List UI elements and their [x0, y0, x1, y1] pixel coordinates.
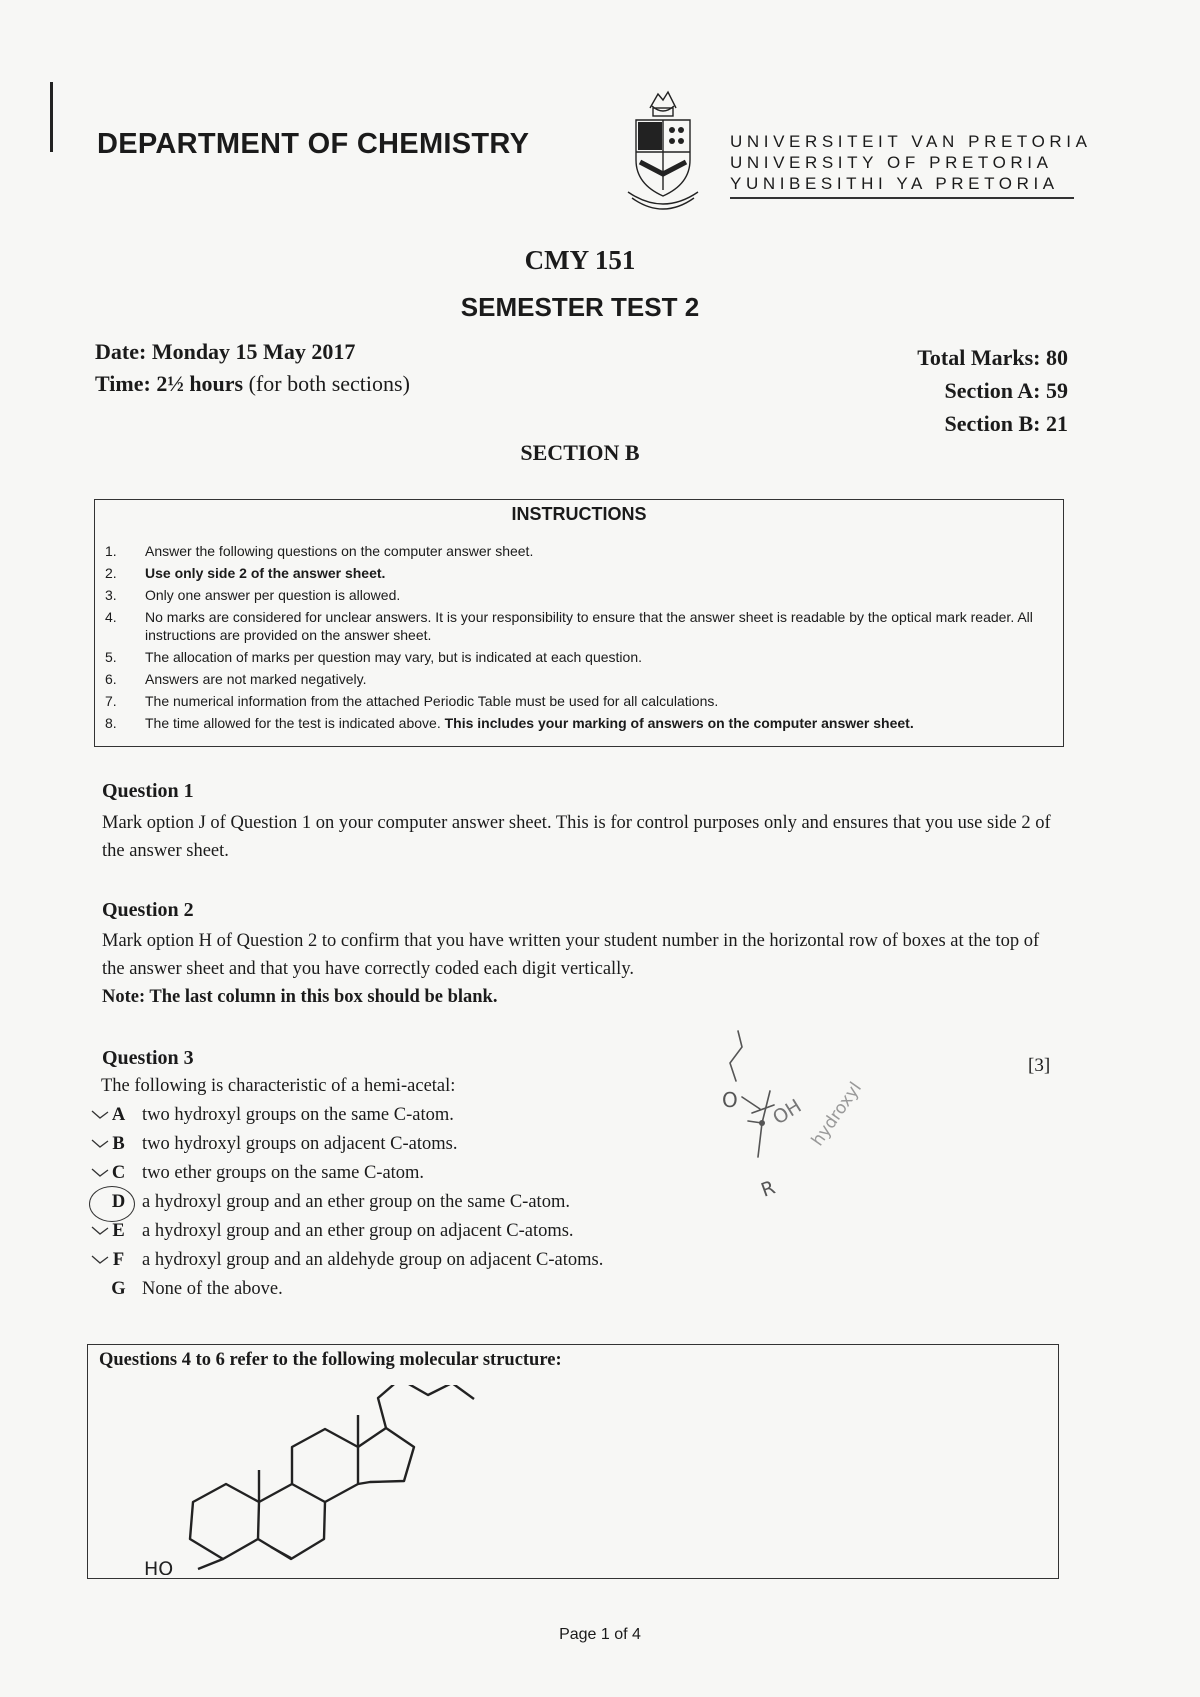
pen-tick-icon — [91, 1109, 109, 1121]
instruction-item: 4. No marks are considered for unclear answers. It is your responsibility to ensure that the answer sheet is readable by the optical mark reader. All instructions are provided on the answer sheet. — [105, 609, 1033, 643]
time-line — [95, 371, 410, 397]
instructions-heading: INSTRUCTIONS — [511, 504, 647, 524]
university-names — [730, 131, 1092, 194]
pen-tick-icon — [91, 1138, 109, 1150]
section-a-marks: Section A: 59 — [944, 378, 1068, 403]
answer-circle-icon — [89, 1186, 135, 1222]
university-crest-icon — [622, 82, 704, 212]
hydroxyl-label: HO — [144, 1558, 174, 1575]
handwritten-hydroxyl: hydroxyl — [807, 1078, 866, 1150]
instructions-box — [94, 499, 1064, 747]
department-title: DEPARTMENT OF CHEMISTRY — [97, 128, 530, 160]
question-1-title: Question 1 — [102, 780, 194, 802]
pen-tick-icon — [91, 1225, 109, 1237]
course-code: CMY 151 — [524, 245, 636, 275]
test-title: SEMESTER TEST 2 — [460, 292, 700, 322]
question-2-title: Question 2 — [102, 899, 194, 921]
total-marks: Total Marks: 80 — [917, 345, 1068, 370]
option-e[interactable]: E a hydroxyl group and an ether group on adjacent C-atoms. — [95, 1221, 574, 1242]
handwritten-o: O — [722, 1088, 738, 1112]
instruction-item: 2. Use only side 2 of the answer sheet. — [105, 565, 386, 581]
instruction-item: 6. Answers are not marked negatively. — [105, 671, 367, 687]
cholesterol-structure-diagram — [128, 1385, 608, 1575]
handwritten-oh: OH — [768, 1095, 806, 1130]
header-underline — [730, 197, 1074, 199]
pen-tick-icon — [91, 1167, 109, 1179]
instruction-item: 1. Answer the following questions on the computer answer sheet. — [105, 543, 534, 559]
option-b[interactable]: B two hydroxyl groups on adjacent C-atoms. — [95, 1134, 457, 1155]
structure-heading: Questions 4 to 6 refer to the following molecular structure: — [99, 1350, 562, 1370]
option-a[interactable]: A two hydroxyl groups on the same C-atom. — [95, 1105, 454, 1126]
question-2-text: Mark option H of Question 2 to confirm that you have written your student number in the horizontal row of boxes at the top of the answer sheet and that you have correctly coded each digit vertically. — [102, 931, 1040, 979]
option-g[interactable]: G None of the above. — [111, 1279, 283, 1299]
instruction-item: 5. The allocation of marks per question may vary, but is indicated at each question. — [105, 649, 643, 665]
question-3-marks: [3] — [1028, 1055, 1051, 1076]
date-label: Date: — [95, 339, 147, 364]
instruction-item: 7. The numerical information from the attached Periodic Table must be used for all calculations. — [105, 693, 719, 709]
margin-pen-mark — [50, 82, 53, 152]
handwritten-r: R — [758, 1176, 779, 1202]
time-label: Time: — [95, 371, 151, 396]
instruction-item: 3. Only one answer per question is allowed. — [105, 587, 401, 603]
section-b-marks: Section B: 21 — [944, 411, 1068, 436]
pen-tick-icon — [91, 1254, 109, 1266]
instructions-list — [105, 542, 1055, 736]
section-title: SECTION B — [520, 440, 640, 465]
time-value: 2½ hours — [156, 371, 244, 396]
university-name-english: UNIVERSITY OF PRETORIA — [730, 153, 1053, 172]
date-value: Monday 15 May 2017 — [151, 339, 356, 364]
page-number: Page 1 of 4 — [559, 1626, 641, 1643]
handwritten-hemiacetal-sketch — [690, 1025, 910, 1210]
university-name-afrikaans: UNIVERSITEIT VAN PRETORIA — [730, 132, 1092, 151]
marks-summary — [850, 341, 1068, 440]
option-c[interactable]: C two ether groups on the same C-atom. — [95, 1163, 424, 1184]
option-f[interactable]: F a hydroxyl group and an aldehyde group on adjacent C-atoms. — [95, 1250, 603, 1271]
question-2-note: Note: The last column in this box should be blank. — [102, 987, 498, 1007]
molecular-structure-box — [87, 1344, 1059, 1579]
instruction-item: 8. The time allowed for the test is indicated above. This includes your marking of answers on the computer answer sheet. — [105, 715, 914, 731]
option-d-selected[interactable]: D a hydroxyl group and an ether group on the same C-atom. — [95, 1192, 570, 1213]
question-1-text: Mark option J of Question 1 on your computer answer sheet. This is for control purposes only and ensures that you use side 2 of the answer sheet. — [102, 813, 1051, 861]
date-line — [95, 339, 355, 365]
time-note: (for both sections) — [248, 371, 410, 396]
question-3-stem: The following is characteristic of a hemi-acetal: — [101, 1076, 456, 1096]
question-3-title: Question 3 — [102, 1047, 194, 1069]
university-name-sepedi: YUNIBESITHI YA PRETORIA — [730, 174, 1059, 193]
